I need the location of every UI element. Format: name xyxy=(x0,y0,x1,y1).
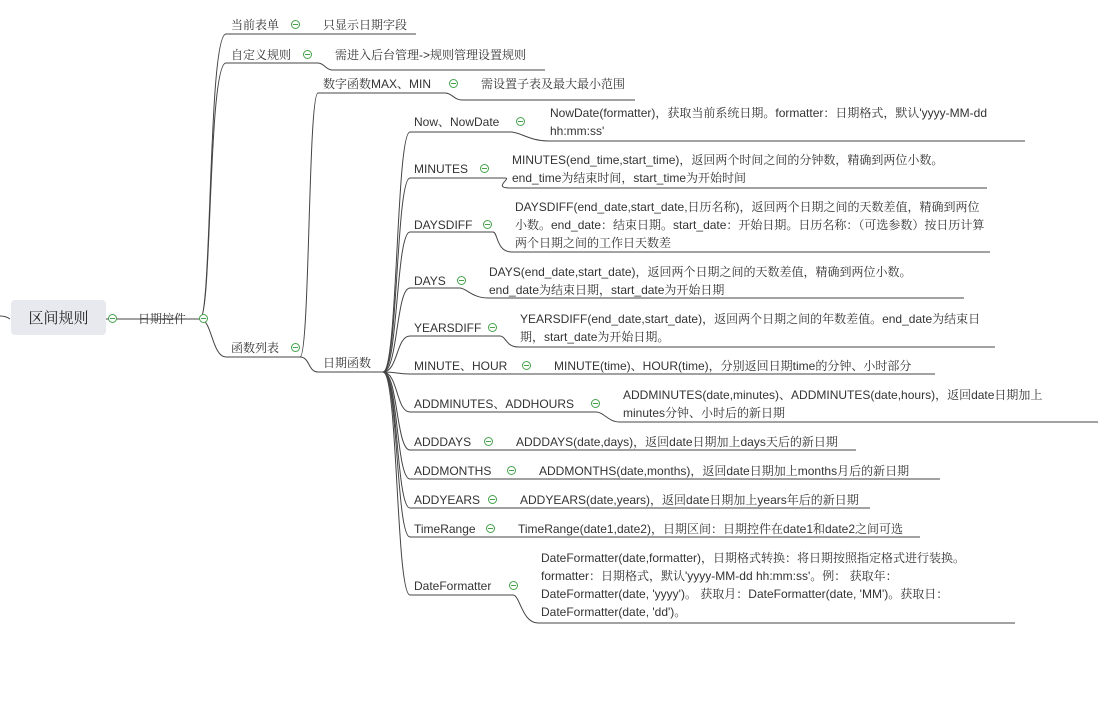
collapse-icon[interactable] xyxy=(199,314,208,323)
collapse-icon[interactable] xyxy=(291,20,300,29)
date-control-node[interactable]: 日期控件 xyxy=(138,312,187,326)
item-timerange[interactable]: TimeRange xyxy=(414,522,476,536)
item-addmonths[interactable]: ADDMONTHS xyxy=(414,464,492,478)
collapse-icon[interactable] xyxy=(108,314,117,323)
item-daysdiff[interactable]: DAYSDIFF xyxy=(414,218,473,232)
collapse-icon[interactable] xyxy=(484,437,493,446)
current-form-desc: 只显示日期字段 xyxy=(323,18,408,32)
item-adddays[interactable]: ADDDAYS xyxy=(414,435,472,449)
collapse-icon[interactable] xyxy=(480,164,489,173)
item-days[interactable]: DAYS xyxy=(414,274,446,288)
numeric-function-node[interactable]: 数字函数MAX、MIN xyxy=(323,77,432,91)
root-node[interactable] xyxy=(11,300,106,335)
item-now-nowdate[interactable]: Now、NowDate xyxy=(414,115,500,129)
item-addminutes-addhours[interactable]: ADDMINUTES、ADDHOURS xyxy=(414,397,575,411)
item-minute-hour-desc: MINUTE(time)、HOUR(time)，分别返回日期time的分钟、小时部分 xyxy=(554,359,912,373)
item-addyears-desc: ADDYEARS(date,years)，返回date日期加上years年后的新日期 xyxy=(520,493,859,507)
item-days-desc: DAYS(end_date,start_date)，返回两个日期之间的天数差值，精确到两位小数。end_date为结束日期，start_date为开始日期 xyxy=(489,265,912,297)
item-dateformatter-desc: DateFormatter(date,formatter)，日期格式转换：将日期按照指定格式进行装换。formatter：日期格式，默认'yyyy-MM-dd hh:mm:ss'。例： 获取年：DateFormatter(date, 'yyyy')。 获取月：DateFormatter(date, 'MM')。获取日：DateFormatter(date, 'dd')。 xyxy=(541,551,966,619)
collapse-icon[interactable] xyxy=(522,361,531,370)
item-addyears[interactable]: ADDYEARS xyxy=(414,493,481,507)
item-timerange-desc: TimeRange(date1,date2)，日期区间：日期控件在date1和date2之间可选 xyxy=(518,522,904,536)
item-now-nowdate-desc: NowDate(formatter)，获取当前系统日期。formatter：日期格式，默认'yyyy-MM-dd hh:mm:ss' xyxy=(550,106,987,138)
collapse-icon[interactable] xyxy=(483,220,492,229)
custom-rule-node[interactable]: 自定义规则 xyxy=(231,48,292,62)
item-minutes[interactable]: MINUTES xyxy=(414,162,468,176)
item-daysdiff-desc: DAYSDIFF(end_date,start_date,日历名称)，返回两个日期之间的天数差值，精确到两位小数。end_date：结束日期。start_date：开始日期。日历名称：（可选参数）按日历计算两个日期之间的工作日天数差 xyxy=(515,200,985,250)
collapse-icon[interactable] xyxy=(509,581,518,590)
item-minute-hour[interactable]: MINUTE、HOUR xyxy=(414,359,508,373)
item-addminutes-addhours-desc: ADDMINUTES(date,minutes)、ADDMINUTES(date,hours)，返回date日期加上minutes分钟、小时后的新日期 xyxy=(623,388,1043,420)
collapse-icon[interactable] xyxy=(488,323,497,332)
collapse-icon[interactable] xyxy=(507,466,516,475)
date-functions-node[interactable]: 日期函数 xyxy=(323,356,372,370)
item-dateformatter[interactable]: DateFormatter xyxy=(414,579,492,593)
collapse-icon[interactable] xyxy=(488,495,497,504)
function-list-node[interactable]: 函数列表 xyxy=(231,341,280,355)
collapse-icon[interactable] xyxy=(516,117,525,126)
item-yearsdiff[interactable]: YEARSDIFF xyxy=(414,321,482,335)
custom-rule-desc: 需进入后台管理->规则管理设置规则 xyxy=(335,48,527,62)
item-adddays-desc: ADDDAYS(date,days)，返回date日期加上days天后的新日期 xyxy=(516,435,838,449)
collapse-icon[interactable] xyxy=(486,524,495,533)
numeric-function-desc: 需设置子表及最大最小范围 xyxy=(481,77,626,91)
collapse-icon[interactable] xyxy=(591,399,600,408)
item-yearsdiff-desc: YEARSDIFF(end_date,start_date)，返回两个日期之间的年数差值。end_date为结束日期，start_date为开始日期。 xyxy=(520,312,981,344)
collapse-icon[interactable] xyxy=(291,343,300,352)
root-label: 区间规则 xyxy=(28,310,89,327)
collapse-icon[interactable] xyxy=(449,79,458,88)
collapse-icon[interactable] xyxy=(303,50,312,59)
item-addmonths-desc: ADDMONTHS(date,months)，返回date日期加上months月后的新日期 xyxy=(539,464,910,478)
collapse-icon[interactable] xyxy=(457,276,466,285)
item-minutes-desc: MINUTES(end_time,start_time)，返回两个时间之间的分钟数，精确到两位小数。end_time为结束时间，start_time为开始时间 xyxy=(512,153,944,185)
current-form-node[interactable]: 当前表单 xyxy=(231,18,280,32)
